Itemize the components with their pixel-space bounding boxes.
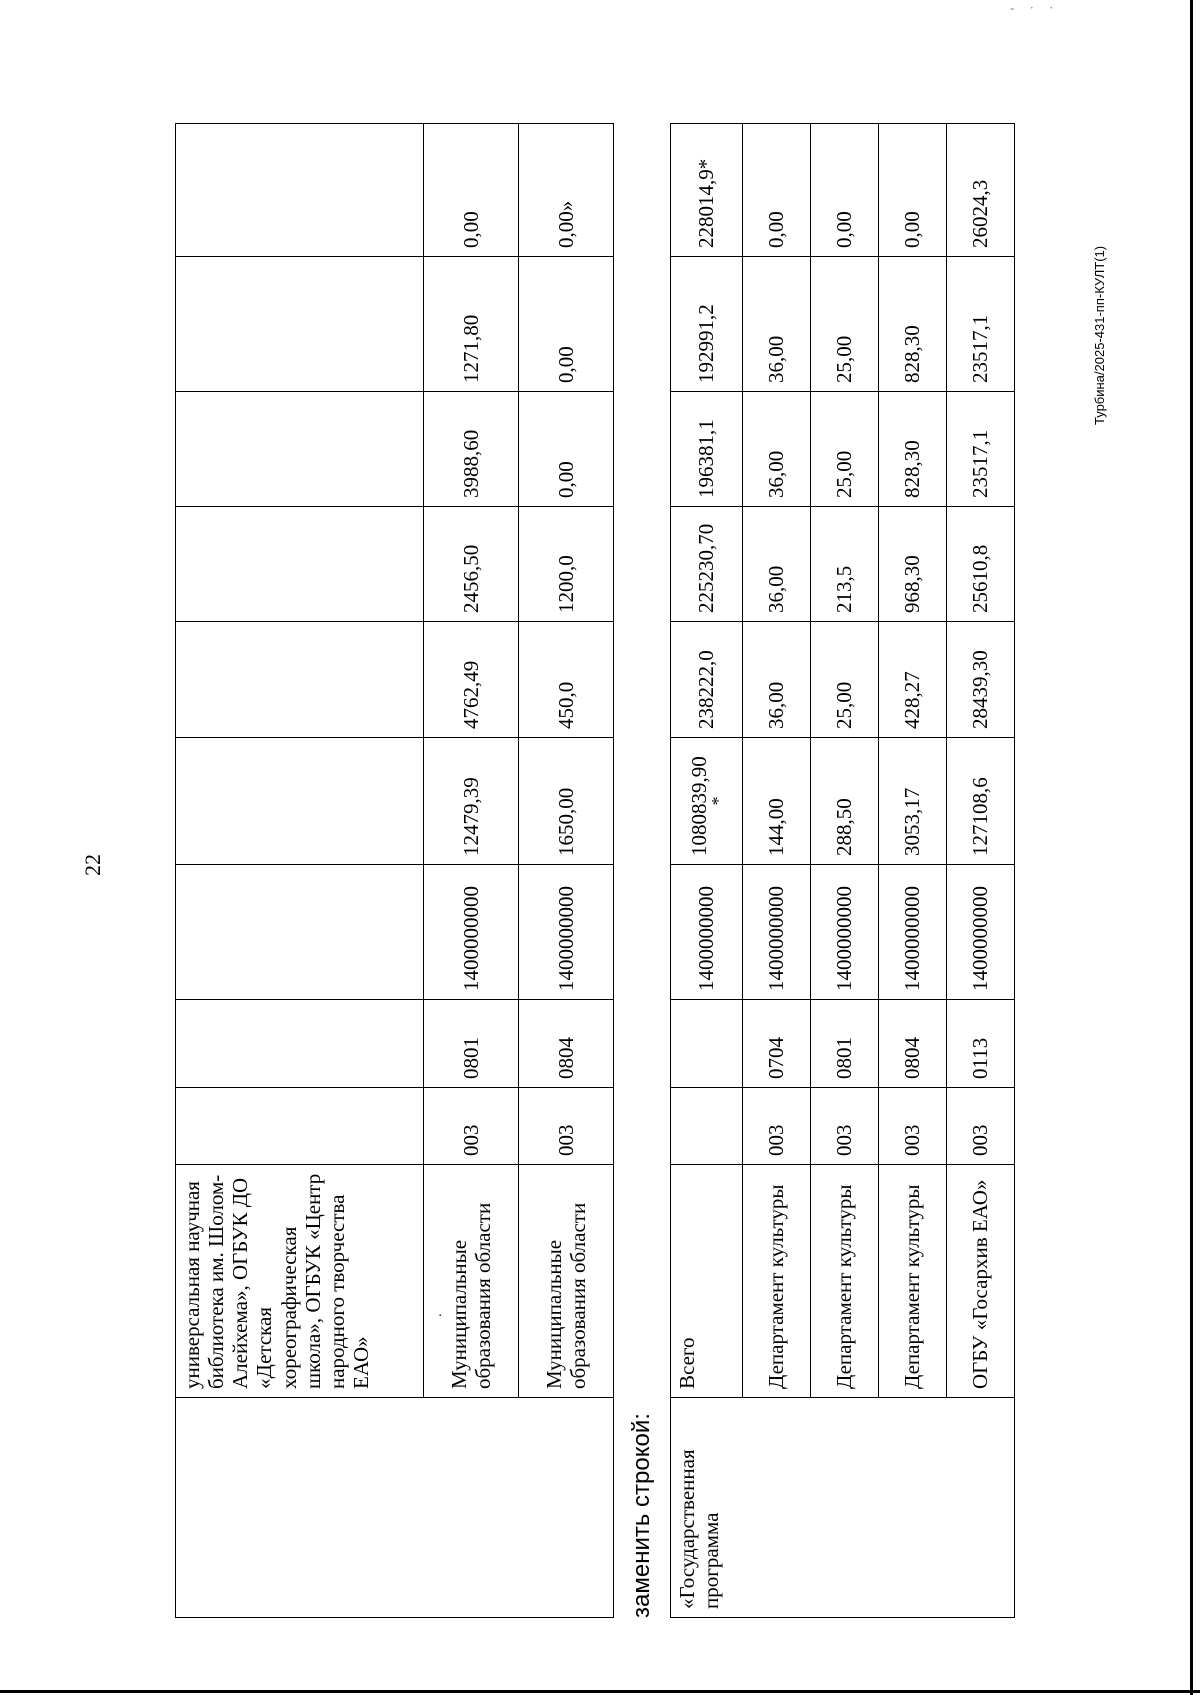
value-cell: 1200,0 — [519, 507, 614, 622]
value-cell: 3988,60 — [424, 392, 519, 507]
value-cell: 0,00 — [519, 392, 614, 507]
value-cell: 213,5 — [811, 507, 879, 622]
grbs-cell: 003 — [811, 1088, 879, 1165]
value-cell: 25,00 — [811, 392, 879, 507]
csr-cell — [176, 865, 424, 1000]
csr-cell: 1400000000 — [671, 865, 743, 1000]
value-cell: 0,00» — [519, 124, 614, 257]
value-cell: 225230,70 — [671, 507, 743, 622]
value-cell: 192991,2 — [671, 257, 743, 392]
csr-cell: 1400000000 — [879, 865, 947, 1000]
rz-cell — [671, 1000, 743, 1088]
rz-cell: 0113 — [947, 1000, 1015, 1088]
table-row — [879, 124, 947, 1618]
value-cell — [671, 738, 743, 865]
value-cell — [176, 507, 424, 622]
budget-table-continuation — [175, 123, 614, 1618]
value-cell: 25610,8 — [947, 507, 1015, 622]
grbs-cell: 003 — [519, 1088, 614, 1165]
document-code: Турбина/2025-431-пп-КУЛТ(1) — [1092, 245, 1107, 425]
grbs-cell — [176, 1088, 424, 1165]
value-cell: 127108,6 — [947, 738, 1015, 865]
value-text: 1080839,90 — [687, 756, 712, 856]
value-cell: 196381,1 — [671, 392, 743, 507]
org-cell: универсальная научная библиотека им. Шолом-Алейхема», ОГБУК ДО «Детская хореографическая школа», ОГБУК «Центр народного творчества ЕАО» — [176, 1165, 424, 1398]
grbs-cell: 003 — [879, 1088, 947, 1165]
value-cell: 428,27 — [879, 622, 947, 738]
value-cell: 12479,39 — [424, 738, 519, 865]
scan-border-right — [1190, 0, 1193, 1695]
value-cell: 3053,17 — [879, 738, 947, 865]
value-cell — [176, 622, 424, 738]
csr-cell: 1400000000 — [947, 865, 1015, 1000]
rz-cell: 0801 — [811, 1000, 879, 1088]
scan-edge-marks: - · · — [1010, 0, 1060, 15]
value-cell — [176, 124, 424, 257]
value-cell: 144,00 — [743, 738, 811, 865]
value-cell: 26024,3 — [947, 124, 1015, 257]
budget-table-replacement — [670, 123, 1015, 1618]
value-cell: 0,00 — [519, 257, 614, 392]
value-cell: 36,00 — [743, 257, 811, 392]
value-cell: 25,00 — [811, 257, 879, 392]
value-cell: 36,00 — [743, 622, 811, 738]
table-row — [671, 124, 743, 1618]
value-cell: 450,0 — [519, 622, 614, 738]
value-cell: 238222,0 — [671, 622, 743, 738]
value-cell: 0,00 — [743, 124, 811, 257]
rz-cell: 0804 — [879, 1000, 947, 1088]
value-cell: 828,30 — [879, 257, 947, 392]
value-cell: 1650,00 — [519, 738, 614, 865]
grbs-cell — [671, 1088, 743, 1165]
value-cell: 0,00 — [811, 124, 879, 257]
value-cell: 288,50 — [811, 738, 879, 865]
value-cell: 4762,49 — [424, 622, 519, 738]
value-cell — [176, 392, 424, 507]
csr-cell: 1400000000 — [743, 865, 811, 1000]
footnote-star: * — [708, 796, 729, 806]
grbs-cell: 003 — [743, 1088, 811, 1165]
value-cell: 23517,1 — [947, 257, 1015, 392]
value-cell: 28439,30 — [947, 622, 1015, 738]
grbs-cell: 003 — [424, 1088, 519, 1165]
org-cell: Муниципальные образования области — [424, 1165, 519, 1398]
value-cell: 828,30 — [879, 392, 947, 507]
table-row — [176, 124, 424, 1618]
csr-cell: 1400000000 — [424, 865, 519, 1000]
value-cell — [176, 738, 424, 865]
grbs-cell: 003 — [947, 1088, 1015, 1165]
org-cell: Муниципальные образования области — [519, 1165, 614, 1398]
org-cell: ОГБУ «Госархив ЕАО» — [947, 1165, 1015, 1398]
rz-cell: 0704 — [743, 1000, 811, 1088]
value-cell: 0,00 — [424, 124, 519, 257]
table-row — [424, 124, 519, 1618]
value-cell: 0,00 — [879, 124, 947, 257]
value-cell: 968,30 — [879, 507, 947, 622]
page-number: 22 — [80, 854, 105, 876]
value-cell: 1271,80 — [424, 257, 519, 392]
table-row — [811, 124, 879, 1618]
csr-cell: 1400000000 — [519, 865, 614, 1000]
table-row — [947, 124, 1015, 1618]
org-cell: Департамент культуры — [879, 1165, 947, 1398]
value-cell: 25,00 — [811, 622, 879, 738]
value-cell: 228014,9* — [671, 124, 743, 257]
org-cell: Департамент культуры — [743, 1165, 811, 1398]
org-cell: Департамент культуры — [811, 1165, 879, 1398]
table-row — [519, 124, 614, 1618]
rz-cell — [176, 1000, 424, 1088]
scan-border-bottom — [0, 1690, 1200, 1693]
rz-cell: 0801 — [424, 1000, 519, 1088]
value-cell: 23517,1 — [947, 392, 1015, 507]
csr-cell: 1400000000 — [811, 865, 879, 1000]
value-cell: 2456,50 — [424, 507, 519, 622]
table-row — [743, 124, 811, 1618]
program-name-cell: «Государственная программа — [671, 1398, 1015, 1618]
value-cell — [176, 257, 424, 392]
org-cell: Всего — [671, 1165, 743, 1398]
value-cell: 36,00 — [743, 392, 811, 507]
value-cell: 36,00 — [743, 507, 811, 622]
replace-with-row-label: заменить строкой: — [628, 1413, 655, 1618]
program-name-cell: · — [176, 1398, 614, 1618]
rz-cell: 0804 — [519, 1000, 614, 1088]
